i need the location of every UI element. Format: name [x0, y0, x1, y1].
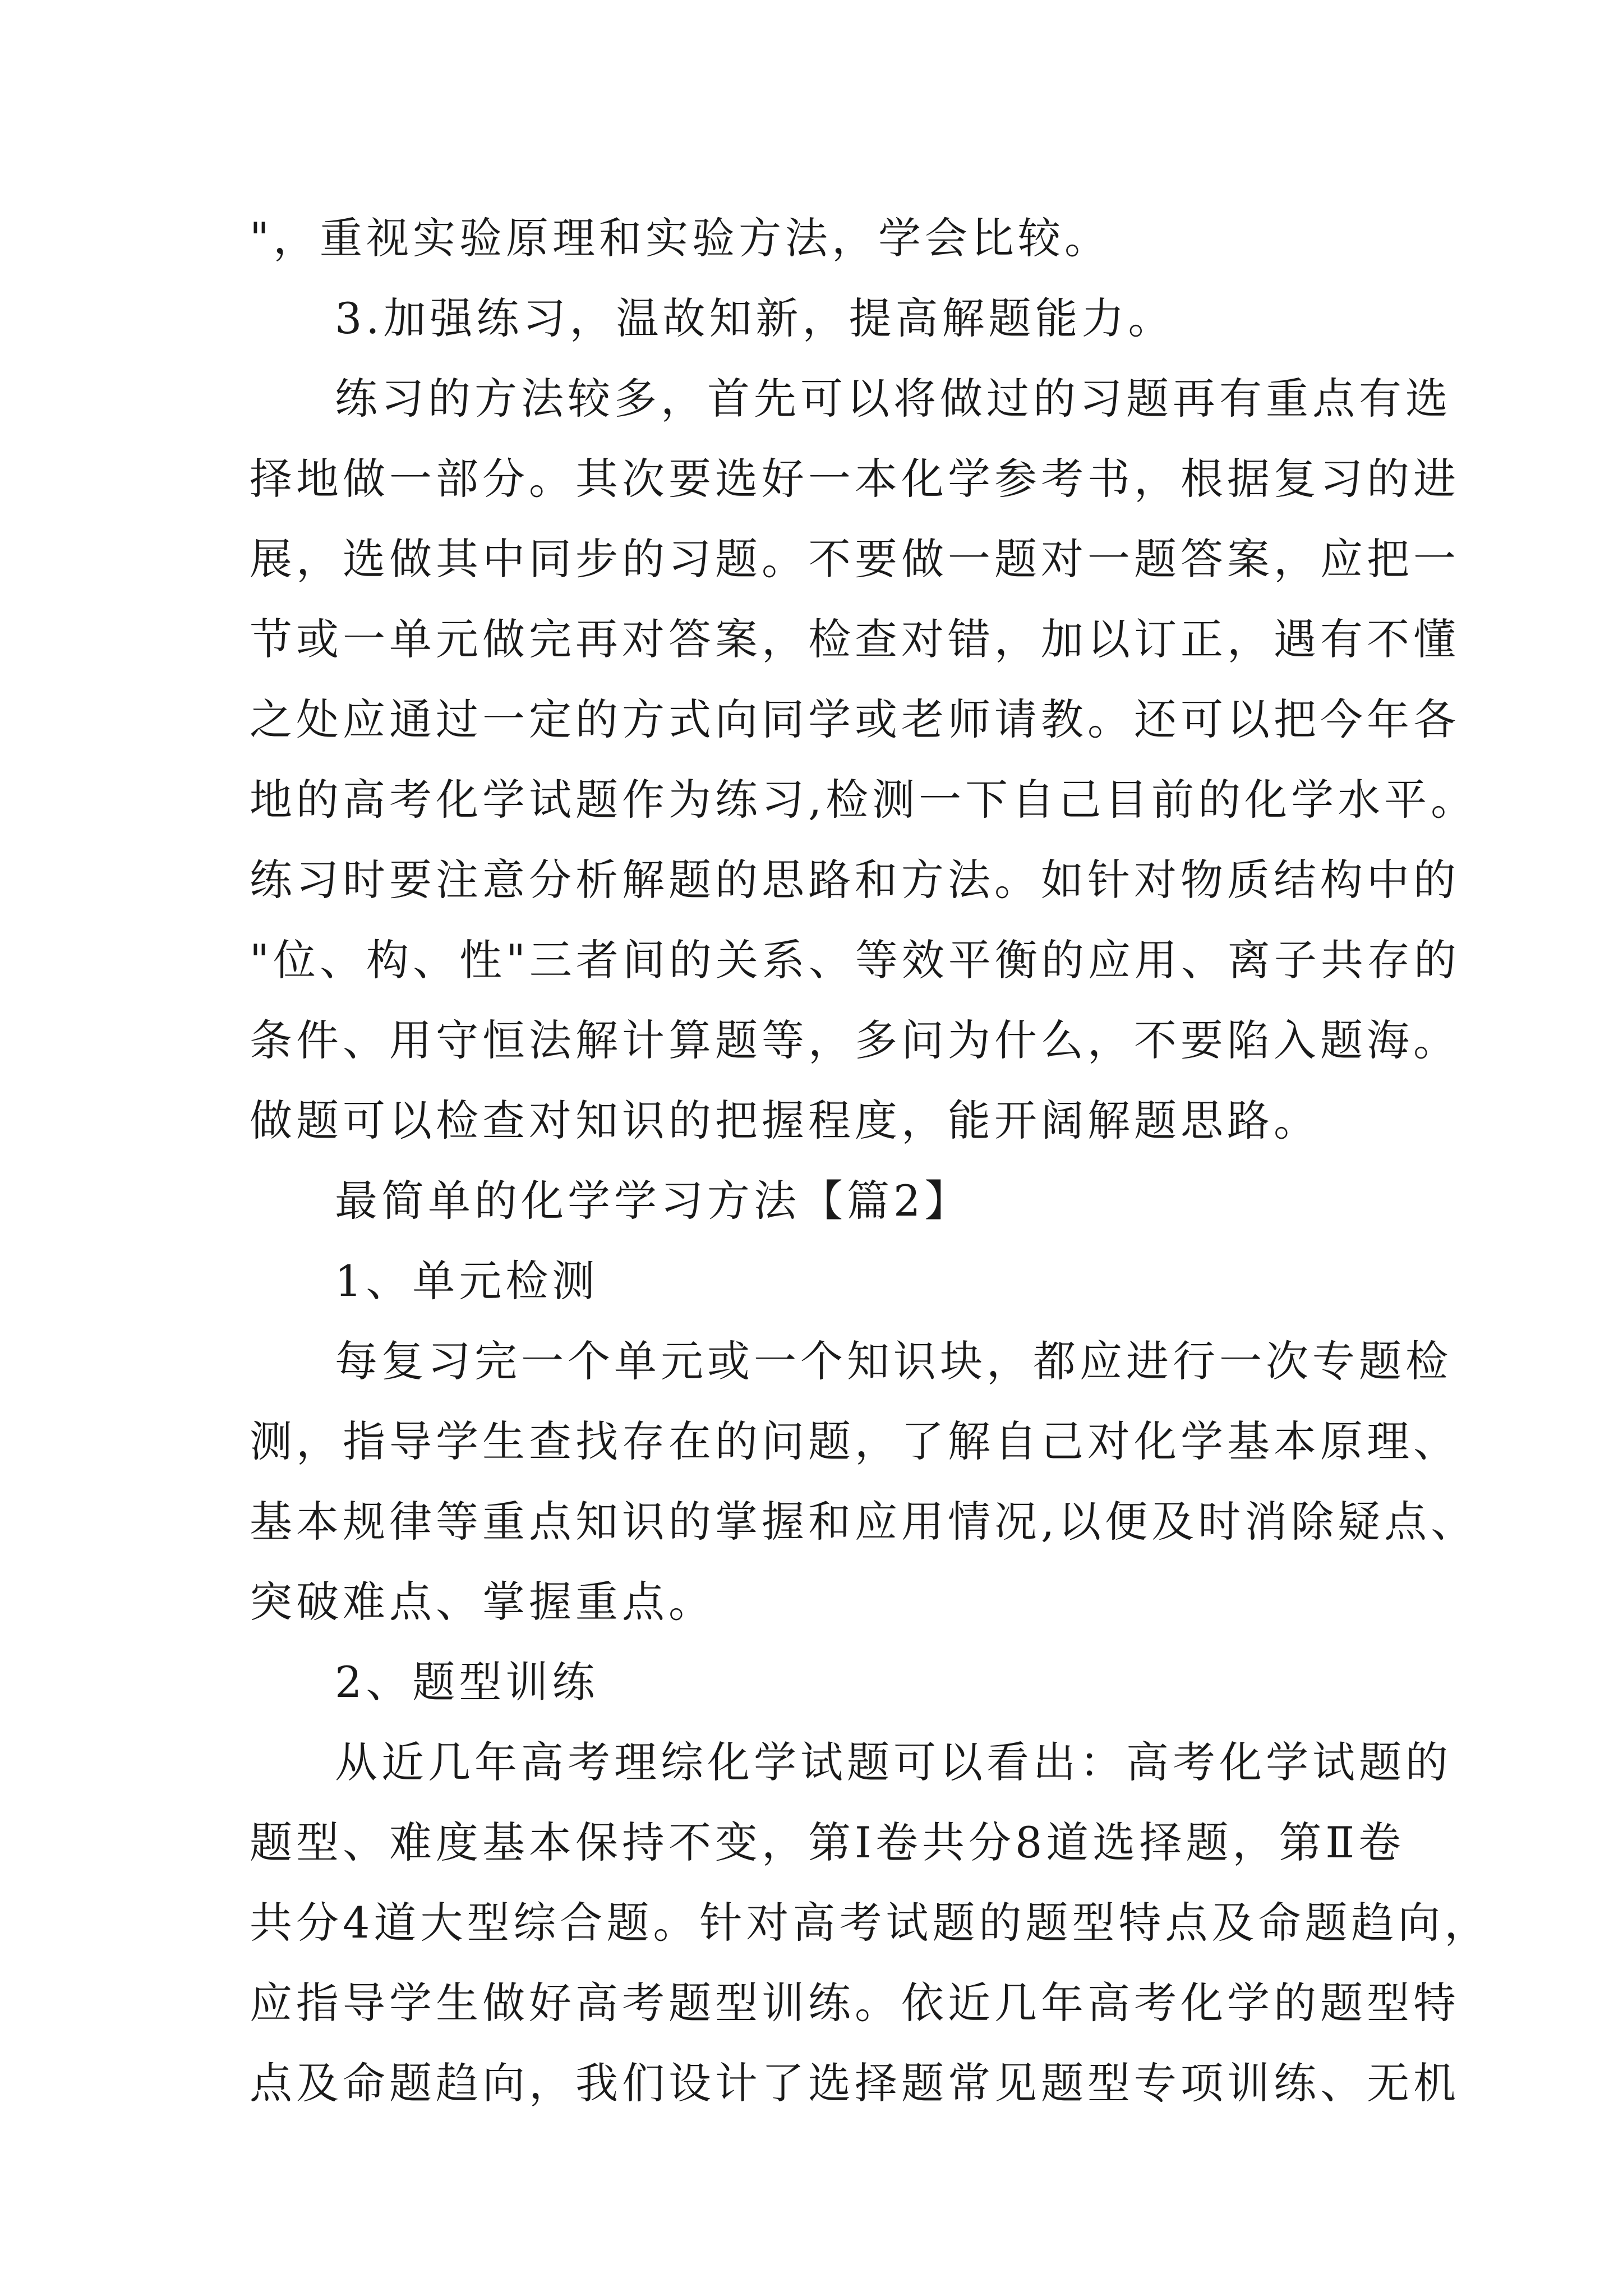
text-line: 题型、难度基本保持不变，第Ⅰ卷共分8道选择题，第Ⅱ卷: [250, 1818, 1405, 1867]
text-line: 练习时要注意分析解题的思路和方法。如针对物质结构中的: [250, 855, 1460, 905]
text-line: 做题可以检查对知识的把握程度，能开阔解题思路。: [250, 1096, 1320, 1145]
text-line: 点及命题趋向，我们设计了选择题常见题型专项训练、无机: [250, 2058, 1460, 2108]
text-line: 条件、用守恒法解计算题等，多问为什么，不要陷入题海。: [250, 1015, 1460, 1065]
section-heading: 最简单的化学学习方法【篇2】: [335, 1176, 971, 1226]
text-line: 地的高考化学试题作为练习,检测一下自己目前的化学水平。: [250, 775, 1478, 825]
text-line: "位、构、性"三者间的关系、等效平衡的应用、离子共存的: [250, 935, 1460, 985]
text-line: "，重视实验原理和实验方法，学会比较。: [250, 213, 1111, 263]
text-line: 从近几年高考理综化学试题可以看出：高考化学试题的: [335, 1737, 1452, 1787]
text-line: 展，选做其中同步的习题。不要做一题对一题答案，应把一: [250, 534, 1460, 584]
text-line: 测，指导学生查找存在的问题，了解自己对化学基本原理、: [250, 1416, 1460, 1466]
subsection-heading: 1、单元检测: [335, 1256, 599, 1306]
text-line: 之处应通过一定的方式向同学或老师请教。还可以把今年各: [250, 694, 1460, 744]
text-line: 节或一单元做完再对答案，检查对错，加以订正，遇有不懂: [250, 614, 1460, 664]
text-line: 练习的方法较多，首先可以将做过的习题再有重点有选: [335, 374, 1452, 424]
subsection-heading: 2、题型训练: [335, 1657, 599, 1707]
text-line: 每复习完一个单元或一个知识块，都应进行一次专题检: [335, 1336, 1452, 1386]
text-line: 应指导学生做好高考题型训练。依近几年高考化学的题型特: [250, 1978, 1460, 2028]
text-line: 共分4道大型综合题。针对高考试题的题型特点及命题趋向，: [250, 1898, 1491, 1948]
text-line: 突破难点、掌握重点。: [250, 1577, 715, 1627]
text-line: 择地做一部分。其次要选好一本化学参考书，根据复习的进: [250, 454, 1460, 504]
text-line: 基本规律等重点知识的掌握和应用情况,以便及时消除疑点、: [250, 1497, 1478, 1547]
text-line: 3.加强练习，温故知新，提高解题能力。: [335, 293, 1175, 343]
